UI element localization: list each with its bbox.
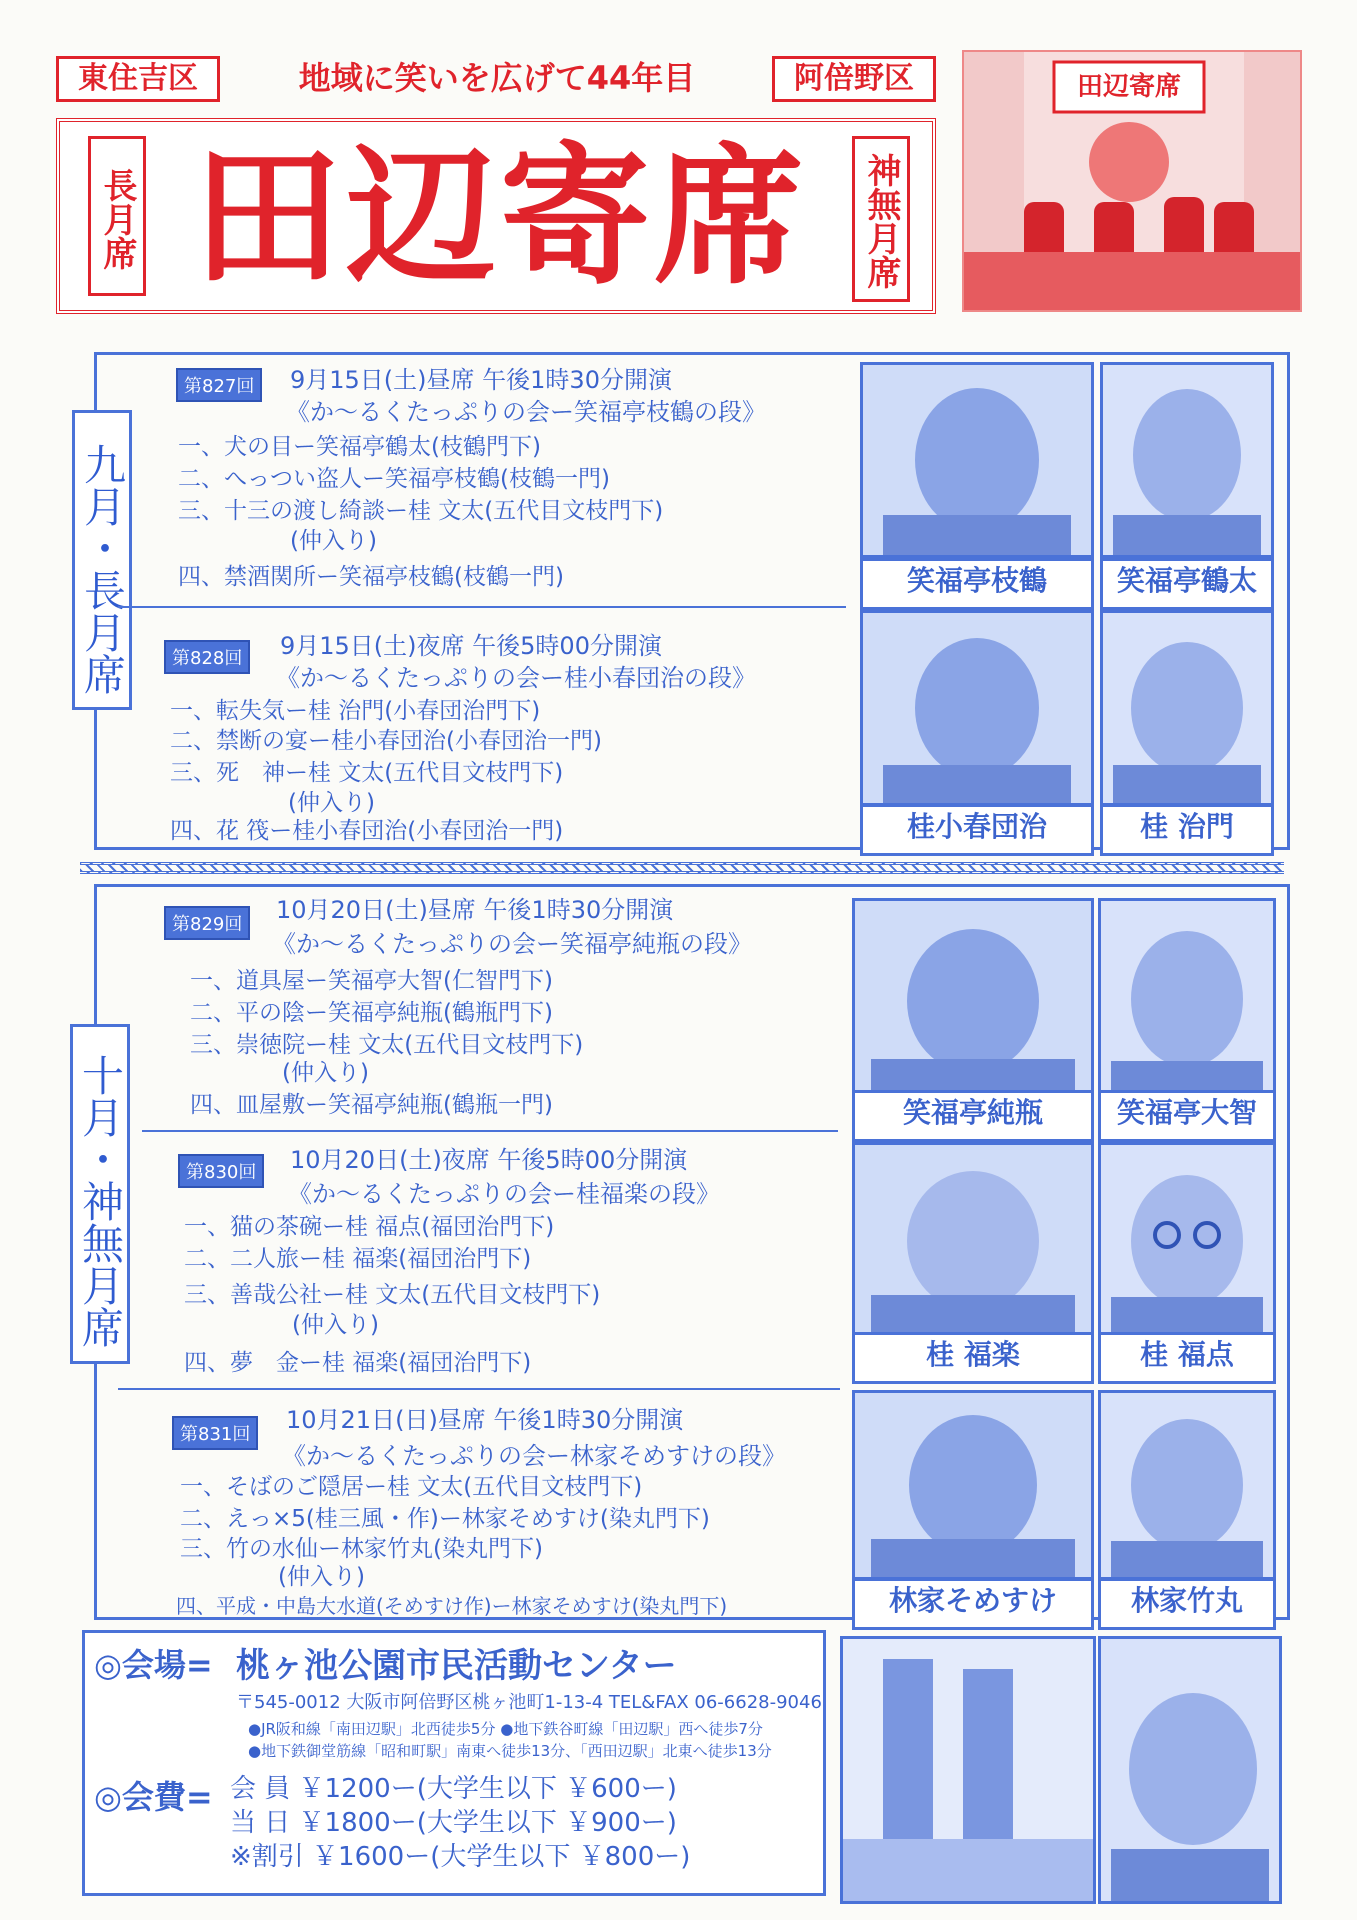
- fee-row: 当 日 ￥1800ー(大学生以下 ￥900ー): [230, 1808, 677, 1838]
- performer-name: 林家竹丸: [1098, 1578, 1276, 1630]
- show-divider: [142, 1130, 838, 1132]
- show-number-badge: 第831回: [172, 1416, 258, 1450]
- performer-photo: [1100, 362, 1274, 558]
- program-line: 二、禁断の宴ー桂小春団治(小春団治一門): [170, 728, 602, 754]
- show-theme: 《か～るくたっぷりの会ー笑福亭枝鶴の段》: [286, 398, 766, 426]
- intermission: (仲入り): [278, 1564, 365, 1590]
- program-line: 二、へっつい盗人ー笑福亭枝鶴(枝鶴一門): [178, 466, 610, 492]
- performer-name: 笑福亭大智: [1098, 1090, 1276, 1142]
- performer-name: 桂 治門: [1100, 804, 1274, 856]
- left-seat-label: 長月席: [88, 136, 146, 296]
- program-line: 三、死 神ー桂 文太(五代目文枝門下): [170, 760, 564, 786]
- performer-photo: [852, 1390, 1094, 1580]
- program-line: 三、竹の水仙ー林家竹丸(染丸門下): [180, 1536, 543, 1562]
- program-line: 一、猫の茶碗ー桂 福点(福団治門下): [184, 1214, 555, 1240]
- show-date: 10月20日(土)昼席 午後1時30分開演: [276, 896, 674, 924]
- performer-name: 桂 福点: [1098, 1332, 1276, 1384]
- fee-label: ◎会費=: [94, 1778, 213, 1816]
- show-number-badge: 第827回: [176, 368, 262, 402]
- photo-banner-text: 田辺寄席: [1076, 72, 1181, 102]
- intermission: (仲入り): [292, 1312, 379, 1338]
- show-theme: 《か～るくたっぷりの会ー桂福楽の段》: [288, 1180, 720, 1208]
- show-number-badge: 第829回: [164, 906, 250, 940]
- intermission: (仲入り): [290, 528, 377, 554]
- show-date: 10月21日(日)昼席 午後1時30分開演: [286, 1406, 684, 1434]
- performer-photo: [860, 362, 1094, 558]
- program-line: 一、そばのご隠居ー桂 文太(五代目文枝門下): [180, 1474, 643, 1500]
- show-divider: [118, 606, 846, 608]
- fee-row: 会 員 ￥1200ー(大学生以下 ￥600ー): [230, 1774, 677, 1804]
- program-line: 三、崇徳院ー桂 文太(五代目文枝門下): [190, 1032, 584, 1058]
- intermission: (仲入り): [282, 1060, 369, 1086]
- show-date: 9月15日(土)夜席 午後5時00分開演: [280, 632, 662, 660]
- performer-photo: [860, 610, 1094, 806]
- show-date: 9月15日(土)昼席 午後1時30分開演: [290, 366, 672, 394]
- show-number-badge: 第830回: [178, 1154, 264, 1188]
- show-theme: 《か～るくたっぷりの会ー林家そめすけの段》: [282, 1442, 786, 1470]
- program-line: 一、道具屋ー笑福亭大智(仁智門下): [190, 968, 553, 994]
- intermission: (仲入り): [288, 790, 375, 816]
- venue-label: ◎会場=: [94, 1646, 213, 1684]
- performer-photo: [1098, 1142, 1276, 1336]
- september-label: 九月・長月席: [72, 410, 132, 710]
- program-line: 一、転失気ー桂 治門(小春団治門下): [170, 698, 541, 724]
- left-ward-label: 東住吉区: [56, 56, 220, 102]
- program-line: 四、花 筏ー桂小春団治(小春団治一門): [170, 818, 564, 844]
- show-theme: 《か～るくたっぷりの会ー笑福亭純瓶の段》: [272, 930, 752, 958]
- performer-photo: [1098, 1636, 1282, 1904]
- access-info: ●地下鉄御堂筋線「昭和町駅」南東へ徒歩13分、「西田辺駅」北東へ徒歩13分: [248, 1742, 772, 1760]
- performer-photo: [1100, 610, 1274, 806]
- performer-name: 林家そめすけ: [852, 1578, 1094, 1630]
- program-line: 一、犬の目ー笑福亭鶴太(枝鶴門下): [178, 434, 541, 460]
- performer-name: 桂小春団治: [860, 804, 1094, 856]
- access-info: ●JR阪和線「南田辺駅」北西徒歩5分 ●地下鉄谷町線「田辺駅」西へ徒歩7分: [248, 1720, 763, 1738]
- program-line: 三、善哉公社ー桂 文太(五代目文枝門下): [184, 1282, 601, 1308]
- venue-photo: [840, 1636, 1096, 1904]
- venue-address: 〒545-0012 大阪市阿倍野区桃ヶ池町1-13-4 TEL&FAX 06-6628-9046: [236, 1692, 822, 1713]
- performer-name: 笑福亭純瓶: [852, 1090, 1094, 1142]
- show-theme: 《か～るくたっぷりの会ー桂小春団治の段》: [276, 664, 756, 692]
- fee-row: ※割引 ￥1600ー(大学生以下 ￥800ー): [230, 1842, 691, 1872]
- performer-name: 笑福亭枝鶴: [860, 558, 1094, 610]
- program-line: 四、禁酒関所ー笑福亭枝鶴(枝鶴一門): [178, 564, 564, 590]
- month-divider: [80, 862, 1284, 874]
- program-line: 三、十三の渡し綺談ー桂 文太(五代目文枝門下): [178, 498, 664, 524]
- right-seat-label: 神無月席: [852, 136, 910, 302]
- program-line: 二、平の陰ー笑福亭純瓶(鶴瓶門下): [190, 1000, 553, 1026]
- program-line: 四、皿屋敷ー笑福亭純瓶(鶴瓶一門): [190, 1092, 553, 1118]
- venue-name: 桃ヶ池公園市民活動センター: [236, 1646, 677, 1686]
- show-divider: [118, 1388, 840, 1390]
- stage-photo: [962, 50, 1302, 312]
- show-number-badge: 第828回: [164, 640, 250, 674]
- performer-photo: [852, 898, 1094, 1100]
- show-date: 10月20日(土)夜席 午後5時00分開演: [290, 1146, 688, 1174]
- performer-photo: [1098, 1390, 1276, 1580]
- performer-name: 桂 福楽: [852, 1332, 1094, 1384]
- main-title: 田辺寄席: [191, 129, 808, 305]
- performer-photo: [1098, 898, 1276, 1100]
- program-line: 四、夢 金ー桂 福楽(福団治門下): [184, 1350, 532, 1376]
- performer-name: 笑福亭鶴太: [1100, 558, 1274, 610]
- program-line: 二、えっ×5(桂三風・作)ー林家そめすけ(染丸門下): [180, 1506, 710, 1532]
- program-line: 四、平成・中島大水道(そめすけ作)ー林家そめすけ(染丸門下): [176, 1594, 728, 1618]
- right-ward-label: 阿倍野区: [772, 56, 936, 102]
- performer-photo: [852, 1142, 1094, 1336]
- october-label: 十月・神無月席: [70, 1024, 130, 1364]
- slogan: 地域に笑いを広げて44年目: [298, 59, 696, 97]
- program-line: 二、二人旅ー桂 福楽(福団治門下): [184, 1246, 532, 1272]
